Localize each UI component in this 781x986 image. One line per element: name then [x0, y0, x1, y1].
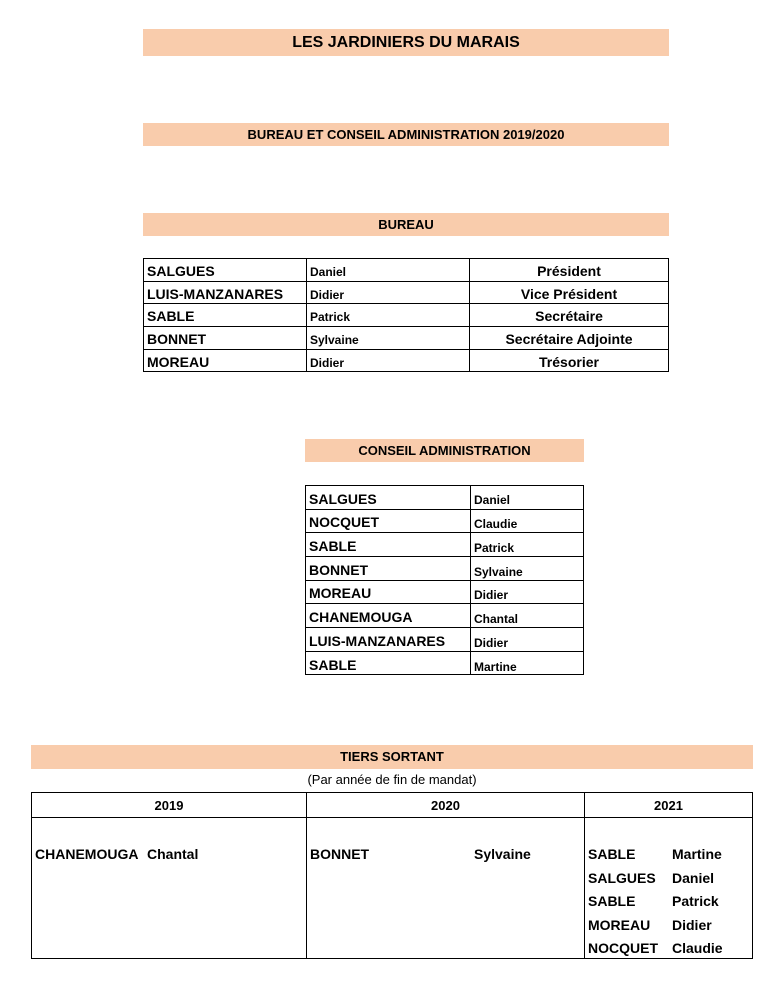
conseil-nom: NOCQUET	[309, 514, 379, 530]
bureau-nom: LUIS-MANZANARES	[147, 286, 284, 302]
tiers-heading: TIERS SORTANT	[31, 745, 753, 769]
conseil-nom: CHANEMOUGA	[309, 609, 413, 625]
year-header-2019: 2019	[154, 798, 184, 813]
bureau-fonction: Vice Président	[520, 286, 618, 302]
conseil-prenom: Patrick	[474, 541, 515, 555]
tiers-nom: BONNET	[310, 846, 370, 862]
bureau-prenom: Didier	[310, 288, 345, 302]
tiers-nom: CHANEMOUGA	[35, 846, 139, 862]
conseil-prenom: Martine	[474, 660, 517, 674]
conseil-nom: SALGUES	[309, 491, 377, 507]
bureau-fonction: Trésorier	[539, 354, 599, 370]
conseil-nom: MOREAU	[309, 585, 372, 601]
page-title: LES JARDINIERS DU MARAIS	[143, 29, 669, 56]
tiers-nom: SABLE	[588, 846, 636, 862]
bureau-table	[143, 258, 669, 372]
conseil-prenom: Chantal	[474, 612, 519, 626]
conseil-nom: BONNET	[309, 562, 369, 578]
year-header-2021: 2021	[654, 798, 683, 813]
conseil-nom: SABLE	[309, 538, 357, 554]
bureau-prenom: Sylvaine	[310, 333, 359, 347]
conseil-nom: LUIS-MANZANARES	[309, 633, 446, 649]
tiers-table	[31, 792, 753, 959]
tiers-prenom: Daniel	[672, 870, 715, 886]
tiers-prenom: Martine	[672, 846, 722, 862]
conseil-prenom: Claudie	[474, 517, 518, 531]
bureau-prenom: Didier	[310, 356, 345, 370]
tiers-prenom: Claudie	[672, 940, 723, 956]
conseil-nom: SABLE	[309, 657, 357, 673]
bureau-prenom: Patrick	[310, 310, 351, 324]
tiers-nom: SALGUES	[588, 870, 656, 886]
bureau-nom: MOREAU	[147, 354, 210, 370]
conseil-prenom: Daniel	[474, 493, 511, 507]
tiers-nom: SABLE	[588, 893, 636, 909]
bureau-nom: SALGUES	[147, 263, 215, 279]
conseil-table	[305, 485, 584, 675]
tiers-note: (Par année de fin de mandat)	[307, 772, 477, 787]
conseil-prenom: Sylvaine	[474, 565, 523, 579]
tiers-prenom: Chantal	[147, 846, 199, 862]
tiers-nom: NOCQUET	[588, 940, 658, 956]
tiers-prenom: Patrick	[672, 893, 719, 909]
year-header-2020: 2020	[431, 798, 460, 813]
bureau-heading: BUREAU	[143, 213, 669, 236]
section-subtitle: BUREAU ET CONSEIL ADMINISTRATION 2019/2020	[143, 123, 669, 146]
bureau-prenom: Daniel	[310, 265, 347, 279]
bureau-fonction: Secrétaire Adjointe	[505, 331, 633, 347]
tiers-prenom: Didier	[672, 917, 712, 933]
bureau-fonction: Secrétaire	[535, 308, 603, 324]
conseil-heading: CONSEIL ADMINISTRATION	[305, 439, 584, 462]
conseil-prenom: Didier	[474, 588, 509, 602]
conseil-prenom: Didier	[474, 636, 509, 650]
bureau-nom: BONNET	[147, 331, 207, 347]
tiers-nom: MOREAU	[588, 917, 651, 933]
bureau-fonction: Président	[537, 263, 601, 279]
bureau-nom: SABLE	[147, 308, 195, 324]
tiers-prenom: Sylvaine	[474, 846, 531, 862]
